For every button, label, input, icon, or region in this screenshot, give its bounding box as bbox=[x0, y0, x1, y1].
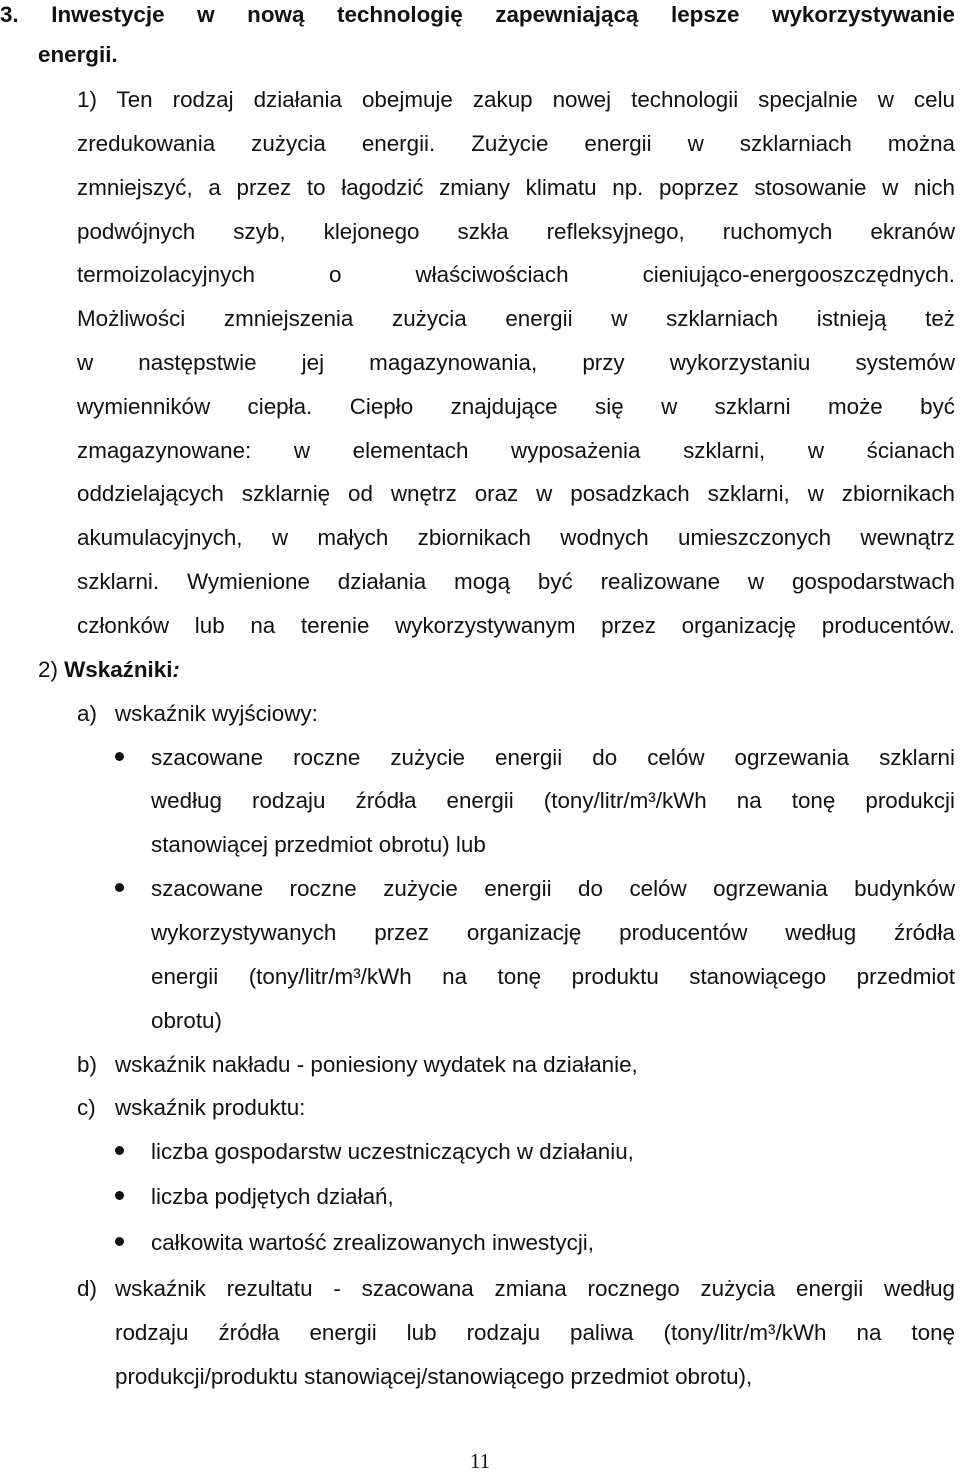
bullet-line: obrotu) bbox=[151, 1008, 222, 1033]
paragraph-line: Możliwości zmniejszenia zużycia energii w szklarniach istnieją też bbox=[77, 306, 955, 331]
paragraph-line: szklarni. Wymienione działania mogą być realizowane w gospodarstwach bbox=[77, 569, 955, 594]
bullet-line: szacowane roczne zużycie energii do celów ogrzewania szklarni bbox=[151, 745, 955, 770]
bullet-icon bbox=[115, 1191, 124, 1200]
bullet-line: według rodzaju źródła energii (tony/litr/m³/kWh na tonę produkcji bbox=[151, 788, 955, 813]
item-2-number: 2) bbox=[38, 657, 58, 682]
page-number: 11 bbox=[469, 1449, 491, 1473]
bullet-icon bbox=[115, 883, 124, 892]
item-2-title: Wskaźniki bbox=[64, 657, 173, 682]
bullet-line: całkowita wartość zrealizowanych inwestycji, bbox=[151, 1230, 594, 1255]
item-a-text: wskaźnik wyjściowy: bbox=[115, 701, 318, 726]
item-d-line: produkcji/produktu stanowiącej/stanowiącego przedmiot obrotu), bbox=[115, 1364, 753, 1389]
paragraph-line: zmagazynowane: w elementach wyposażenia szklarni, w ścianach bbox=[77, 438, 955, 463]
paragraph-line: oddzielających szklarnię od wnętrz oraz w posadzkach szklarni, w zbiornikach bbox=[77, 481, 955, 506]
bullet-line: liczba podjętych działań, bbox=[151, 1184, 394, 1209]
bullet-line: energii (tony/litr/m³/kWh na tonę produktu stanowiącego przedmiot bbox=[151, 964, 955, 989]
item-a-label: a) bbox=[77, 701, 97, 726]
bullet-line: stanowiącej przedmiot obrotu) lub bbox=[151, 832, 486, 857]
bullet-icon bbox=[115, 1237, 124, 1246]
item-c-label: c) bbox=[77, 1095, 96, 1120]
item-2-heading bbox=[38, 655, 180, 685]
section-heading-line-2: energii. bbox=[38, 42, 118, 67]
paragraph-line: wymienników ciepła. Ciepło znajdujące się w szklarni może być bbox=[77, 394, 955, 419]
paragraph-line: 1) Ten rodzaj działania obejmuje zakup nowej technologii specjalnie w celu bbox=[77, 87, 955, 112]
item-d-label: d) bbox=[77, 1276, 97, 1301]
item-b-label: b) bbox=[77, 1052, 97, 1077]
item-b-text: wskaźnik nakładu - poniesiony wydatek na działanie, bbox=[115, 1052, 638, 1077]
paragraph-line: zredukowania zużycia energii. Zużycie energii w szklarniach można bbox=[77, 131, 955, 156]
paragraph-line: akumulacyjnych, w małych zbiornikach wodnych umieszczonych wewnątrz bbox=[77, 525, 955, 550]
paragraph-line: w następstwie jej magazynowania, przy wykorzystaniu systemów bbox=[77, 350, 955, 375]
item-d-line: rodzaju źródła energii lub rodzaju paliwa (tony/litr/m³/kWh na tonę bbox=[115, 1320, 955, 1345]
bullet-icon bbox=[115, 752, 124, 761]
bullet-line: wykorzystywanych przez organizację producentów według źródła bbox=[151, 920, 955, 945]
bullet-icon bbox=[115, 1146, 124, 1155]
item-c-text: wskaźnik produktu: bbox=[115, 1095, 306, 1120]
paragraph-line: termoizolacyjnych o właściwościach cieniująco-energooszczędnych. bbox=[77, 262, 955, 287]
item-d-line: wskaźnik rezultatu - szacowana zmiana rocznego zużycia energii według bbox=[115, 1276, 955, 1301]
bullet-line: szacowane roczne zużycie energii do celów ogrzewania budynków bbox=[151, 876, 955, 901]
paragraph-line: podwójnych szyb, klejonego szkła refleksyjnego, ruchomych ekranów bbox=[77, 219, 955, 244]
bullet-line: liczba gospodarstw uczestniczących w działaniu, bbox=[151, 1139, 634, 1164]
paragraph-line: członków lub na terenie wykorzystywanym przez organizację producentów. bbox=[77, 613, 955, 638]
section-heading-line-1: 3. Inwestycje w nową technologię zapewniającą lepsze wykorzystywanie bbox=[0, 2, 955, 27]
item-2-colon: : bbox=[172, 657, 180, 682]
paragraph-line: zmniejszyć, a przez to łagodzić zmiany klimatu np. poprzez stosowanie w nich bbox=[77, 175, 955, 200]
